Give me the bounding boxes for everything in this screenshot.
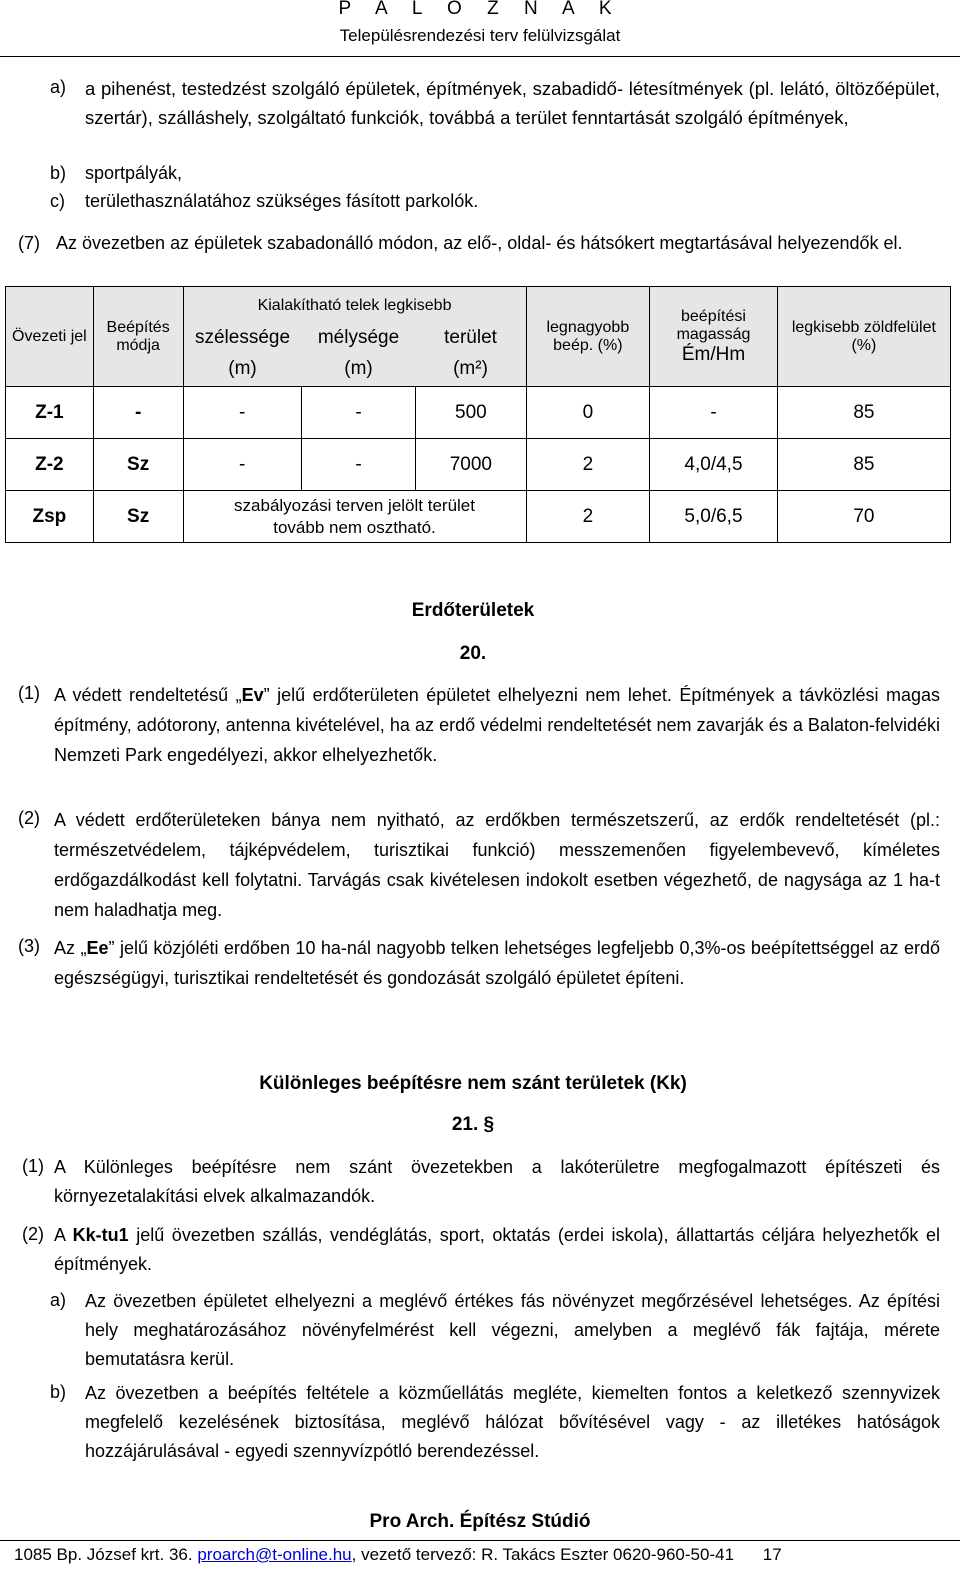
header-depth: mélysége [317, 326, 400, 348]
cell-depth: - [301, 387, 415, 439]
section-number-forest: 20. [459, 643, 487, 664]
header-mode: Beépítés módja [93, 287, 183, 387]
cell-max: 0 [526, 387, 650, 439]
header-plot-title: Kialakítható telek legkisebb [257, 296, 452, 314]
list-item-b-label: b) [50, 163, 67, 183]
list-item-a-text: a pihenést, testedzést szolgáló épületek, építmények, szabadidő- létesítmények (pl. lelátó, öltözőépület, szertár), szálláshely, szolgáltató funkciók, továbbá a terület fenntartását szolgáló építmények, [85, 78, 940, 128]
cell-max: 2 [526, 439, 650, 491]
forest-p3-pre: Az „ [54, 938, 87, 958]
special-list-item-b [50, 1379, 940, 1466]
list-item-c-label: c) [50, 191, 65, 211]
cell-green: 85 [777, 439, 950, 491]
forest-paragraph-1-label: (1) [18, 683, 40, 703]
header-area-unit: (m²) [453, 357, 488, 379]
table-header-row [6, 287, 951, 387]
cell-mode: Sz [93, 491, 183, 543]
cell-depth: - [301, 439, 415, 491]
header-area: terület [444, 326, 497, 348]
list-item-a-label: a) [50, 77, 67, 97]
special-paragraph-2 [22, 1221, 940, 1279]
forest-p1-code: Ev [241, 685, 264, 705]
cell-area: 500 [416, 387, 526, 439]
special-list-a-label: a) [50, 1290, 67, 1310]
forest-paragraph-1 [18, 680, 940, 770]
forest-paragraph-3-label: (3) [18, 936, 40, 956]
section-number-special: 21. § [451, 1114, 495, 1135]
footer-studio: Pro Arch. Építész Stúdió [369, 1511, 591, 1532]
section-title-forest: Erdőterületek [411, 600, 535, 621]
list-item-c-text: területhasználatához szükséges fásított parkolók. [85, 191, 479, 211]
footer-line [14, 1545, 782, 1565]
header-subtitle: Településrendezési terv felülvizsgálat [339, 26, 621, 45]
list-item-b-text: sportpályák, [85, 163, 183, 183]
special-list-b-text: Az övezetben a beépítés feltétele a közműellátás megléte, kiemelten fontos a keletkező szennyvizek megfelelő kezelésének biztosítása, meglévő hálózat bővítésével vagy - az illetékes hatóságok hozzájárulásával - egyedi szennyvízpótló berendezéssel. [85, 1383, 940, 1461]
forest-p3-post: ” jelű közjóléti erdőben 10 ha-nál nagyobb telken lehetséges legfeljebb 0,3%-os beépítettséggel az erdő egészségügyi, turisztikai rendeltetését és gondozását szolgáló épületet építeni. [54, 938, 940, 988]
forest-p1-post: ” jelű erdőterületen épületet elhelyezni nem lehet. Építmények a távközlési magas építmény, adótorony, antenna kivételével, ha az erdő védelmi rendeltetését nem zavarják és a Balaton-felvidéki Nemzeti Park engedélyezi, akkor elhelyezhetők. [54, 685, 940, 765]
cell-zone: Z-1 [6, 387, 94, 439]
header-width: szélessége [194, 326, 291, 348]
page-number: 17 [762, 1545, 782, 1564]
header-green: legkisebb zöldfelület (%) [777, 287, 950, 387]
section-title-special: Különleges beépítésre nem szánt területek (Kk) [259, 1073, 687, 1094]
forest-p3-code: Ee [86, 938, 109, 958]
forest-paragraph-2-text: A védett erdőterületeken bánya nem nyitható, az erdőkben természetszerű, az erdők rendeltetését (pl.: természetvédelem, tájképvédelem, turisztikai funkció) messzemenően figyelembevevő, kíméletes erdőgazdálkodást kell folytatni. Tarvágás csak kivételesen indokolt esetben végezhető, de nagysága az 1 ha-t nem haladhatja meg. [54, 810, 940, 920]
special-p2-pre: A [54, 1225, 73, 1245]
cell-mode: Sz [93, 439, 183, 491]
cell-mode: - [93, 387, 183, 439]
table-row [6, 387, 951, 439]
cell-zone: Z-2 [6, 439, 94, 491]
footer-divider [0, 1540, 960, 1541]
forest-paragraph-3 [18, 933, 940, 993]
header-title: P A L O Z N A K [338, 0, 622, 19]
header-height-unit: Ém/Hm [681, 343, 746, 365]
forest-paragraph-1-text [54, 680, 940, 770]
header-width-unit: (m) [228, 357, 257, 379]
special-paragraph-1-text: A Különleges beépítésre nem szánt övezetekben a lakóterületre megfogalmazott építészeti és környezetalakítási elvek alkalmazandók. [54, 1157, 940, 1206]
header-divider [0, 56, 960, 57]
forest-paragraph-2-label: (2) [18, 808, 40, 828]
cell-height: 4,0/4,5 [650, 439, 778, 491]
paragraph-7 [18, 230, 940, 256]
zoning-table [5, 286, 951, 543]
special-p2-post: jelű övezetben szállás, vendéglátás, sport, oktatás (erdei iskola), állattartás céljára helyezhetők el építmények. [54, 1225, 941, 1274]
cell-height: - [650, 387, 778, 439]
forest-p1-pre: A védett rendeltetésű „ [54, 685, 242, 705]
cell-zone: Zsp [6, 491, 94, 543]
footer-designer: , vezető tervező: R. Takács Eszter 0620-960-50-41 [351, 1545, 735, 1564]
footer-email-link[interactable]: proarch@t-online.hu [197, 1545, 352, 1564]
cell-height: 5,0/6,5 [650, 491, 778, 543]
table-row [6, 491, 951, 543]
header-max-coverage: legnagyobb beép. (%) [526, 287, 650, 387]
cell-area: 7000 [416, 439, 526, 491]
special-list-b-label: b) [50, 1382, 67, 1402]
cell-green: 85 [777, 387, 950, 439]
forest-paragraph-2 [18, 805, 940, 925]
special-p2-code: Kk-tu1 [72, 1225, 129, 1245]
footer-address: 1085 Bp. József krt. 36. [14, 1545, 193, 1564]
forest-paragraph-3-text [54, 933, 940, 993]
list-item-c [50, 188, 940, 214]
special-list-a-text: Az övezetben épületet elhelyezni a meglévő értékes fás növényzet megőrzésével lehetséges. Az építési hely meghatározásához növényfelmérést kell végezni, amelyben a meglévő fák fajtája, mérete bemutatásra kerül. [85, 1291, 940, 1369]
cell-max: 2 [526, 491, 650, 543]
special-paragraph-1-label: (1) [22, 1156, 44, 1176]
cell-merged-note: szabályozási terven jelölt terület tovább nem osztható. [183, 491, 526, 543]
list-item-a [50, 74, 940, 132]
list-item-b [50, 160, 940, 186]
paragraph-7-text: Az övezetben az épületek szabadonálló módon, az elő-, oldal- és hátsókert megtartásával helyezendők el. [56, 233, 903, 253]
table-row [6, 439, 951, 491]
header-zone: Övezeti jel [6, 287, 94, 387]
cell-width: - [183, 439, 301, 491]
cell-width: - [183, 387, 301, 439]
header-depth-unit: (m) [344, 357, 373, 379]
cell-green: 70 [777, 491, 950, 543]
special-paragraph-2-text [54, 1221, 940, 1279]
header-height-label: beépítési magasság [676, 307, 751, 343]
paragraph-7-label: (7) [18, 233, 40, 253]
special-list-item-a [50, 1287, 940, 1374]
special-paragraph-1 [22, 1153, 940, 1211]
special-paragraph-2-label: (2) [22, 1224, 44, 1244]
header-plot-group [183, 287, 526, 387]
header-height [650, 287, 778, 387]
